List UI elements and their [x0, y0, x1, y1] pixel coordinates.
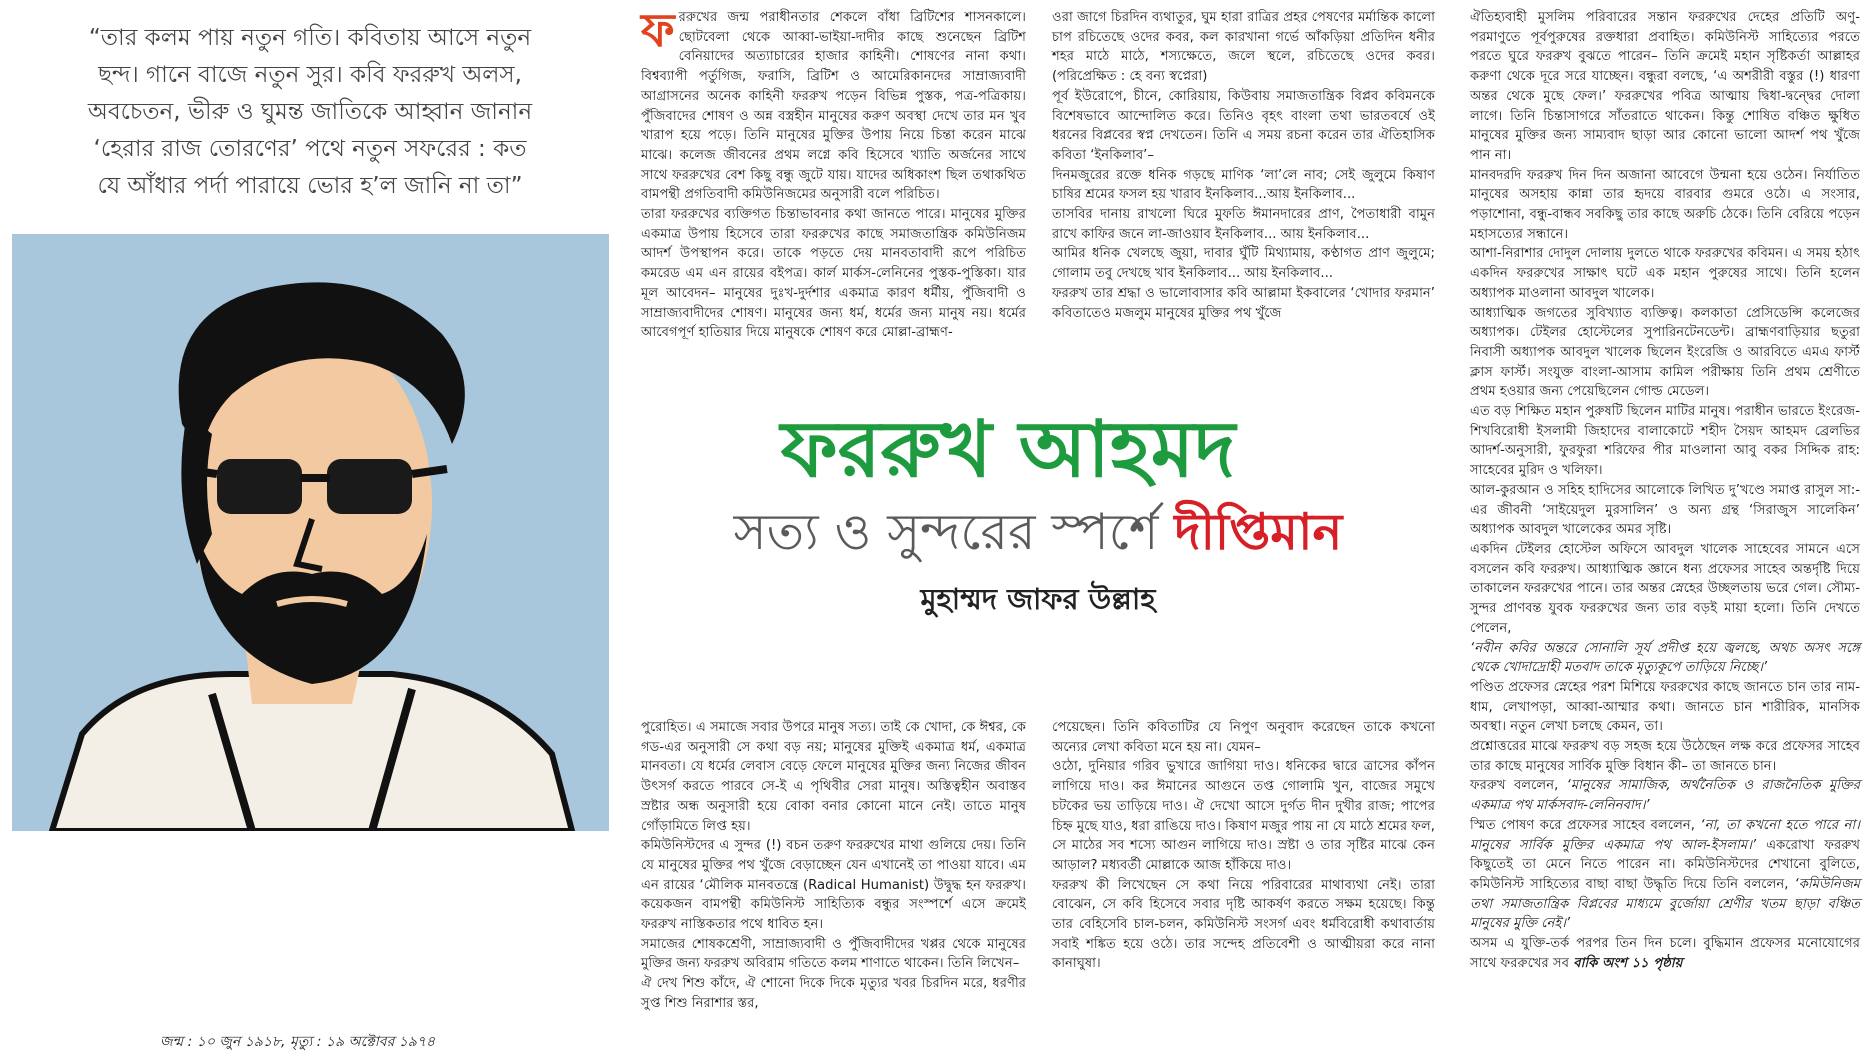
article-paragraph: একদিন টেইলর হোস্টেল অফিসে আবদুল খালেক সাহেবের সামনে এসে বসলেন কবি ফররুখ। আধ্যাত্মিক জ্ঞানে ধন্য প্রফেসর সাহেব অন্তর্দৃষ্টি দিয়ে তাকালেন ফররুখের পানে। তার অন্তর স্নেহের উচ্ছলতায় ভরে গেল। সৌম্য-সুন্দর প্রাণবন্ত যুবক ফররুখের জন্য তার বড়ই মায়া হলো। তিনি দেখতে পেলেন,: [1470, 541, 1860, 636]
pull-quote: “তার কলম পায় নতুন গতি। কবিতায় আসে নতুন ছন্দ। গানে বাজে নতুন সুর। কবি ফররুখ অলস, অবচেতন, ভীরু ও ঘুমন্ত জাতিকে আহ্বান জানান ‘হেরার রাজ তোরণের’ পথে নতুন সফরের : কত যে আঁধার পর্দা পারায়ে ভোর হ’ল জানি না তা”: [87, 25, 533, 199]
italic-quote: ‘মানুষের সামাজিক, অর্থনৈতিক ও রাজনৈতিক মুক্তির একমাত্র পথ মার্কসবাদ-লেনিনবাদ।’: [1470, 778, 1860, 814]
paragraph-text: ররুখের জন্ম পরাধীনতার শেকলে বাঁধা ব্রিটিশের শাসনকালে। ছোটবেলা থেকে আব্বা-ভাইয়া-দাদীর কাছে শুনেছেন ব্রিটিশ বেনিয়াদের অত্যাচারের হাজার কাহিনী। শোষণের নানা কথা। বিশ্বব্যাপী পর্তুগিজ, ফরাসি, ব্রিটিশ ও আমেরিকানদের সাম্রাজ্যবাদী আগ্রাসনের অনেক কাহিনী ফররুখ পড়েন বিভিন্ন পুস্তক, পত্র-পত্রিকায়। পুঁজিবাদের শোষণ ও অন্ন বস্ত্রহীন মানুষের করুণ অবস্থা দেখে তার মন খুব খারাপ হয়ে পড়ে। তিনি মানুষের মুক্তির উপায় নিয়ে চিন্তা করেন মাঝে মাঝে। কলেজ জীবনের প্রথম লগ্নে কবি হিসেবে খ্যাতি অর্জনের সাথে সাথে ফররুখের বেশ কিছু বন্ধু জুটে যায়। যাদের অধিকাংশ ছিল তথাকথিত বামপন্থী প্রগতিবাদী কমিউনিজমের অনুসারী বলে পরিচিত।: [641, 10, 1026, 203]
drop-cap: ফ: [641, 3, 675, 57]
article-paragraph: কমিউনিস্টদের এ সুন্দর (!) বচন তরুণ ফররুখের মাথা গুলিয়ে দেয়। তিনি যে মানুষের মুক্তির পথ খুঁজে বেড়াচ্ছেন যেন এখানেই তা পাওয়া যাবে। এম এন রায়ের ‘মৌলিক মানবতন্ত্রে (Radical Humanist) উদ্বুদ্ধ হন ফররুখ। কয়েকজন বামপন্থী কমিউনিস্ট সাহিত্যিক বন্ধুর সংস্পর্শে এসে ক্রমেই ফররুখ নাস্তিকতার পথে ধাবিত হন।: [641, 838, 1026, 933]
article-paragraph: এত বড় শিক্ষিত মহান পুরুষটি ছিলেন মাটির মানুষ। পরাধীন ভারতে ইংরেজ-শিখবিরোধী ইসলামী জিহাদের বালাকোটে শহীদ সৈয়দ আহমদ ব্রেলভির আদর্শ-অনুসারী, ফুরফুরা শরিফের পীর মাওলানা আবু বকর সিদ্দিক রাহ: সাহেবের মুরিদ ও খলিফা।: [1470, 404, 1860, 479]
article-paragraph: তারা ফররুখের ব্যক্তিগত চিন্তাভাবনার কথা জানতে পারে। মানুষের মুক্তির একমাত্র উপায় হিসেবে তারা ফররুখের কাছে সমাজতান্ত্রিক কমিউনিজম আদর্শ উপস্থাপন করে। তাকে পড়তে দেয় মানবতাবাদী রূপে পরিচিত কমরেড এম এন রায়ের বইপত্র। কার্ল মার্কস-লেনিনের পুস্তক-পুস্তিকা। যার মূল আবেদন– মানুষের দুঃখ-দুর্দশার একমাত্র কারণ ধর্মীয়, পুঁজিবাদী ও সাম্রাজ্যবাদীদের শোষণ। মানুষের জন্য ধর্ম, ধর্মের জন্য মানুষ নয়। ধর্মের আবেগপূর্ণ হাতিয়ার দিয়ে মানুষকে শোষণ করে মোল্লা-ব্রাহ্মণ-: [641, 207, 1026, 341]
article-column-1: [641, 3, 1026, 343]
article-paragraph: মানবদরদি ফররুখ দিন দিন অজানা আবেগে উন্মনা হয়ে ওঠেন। নির্যাতিত মানুষের অসহায় কান্না তার হৃদয়ে বারবার গুমরে ওঠে। এ সংসার, পড়াশোনা, বন্ধু-বান্ধব সবকিছু তার কাছে অরুচি ঠেকে। তিনি বেরিয়ে পড়েন মহাসত্যের সন্ধানে।: [1470, 167, 1860, 242]
poem-stanza: তাসবির দানায় রাখলো ঘিরে মুফতি ঈমানদারের প্রাণ, পৈতাধারী বামুন রাখে কাফির জনে লা-জাওয়াব ইনকিলাব... আয় ইনকিলাব...: [1052, 207, 1435, 242]
poem-stanza: আমির ধনিক খেলছে জুয়া, দাবার ঘুঁটি মিথ্যামায়, কণ্ঠাগত প্রাণ জুলুমে; গোলাম তবু দেখছে খাব ইনকিলাব... আয় ইনকিলাব...: [1052, 246, 1435, 282]
subtitle-highlight: দীপ্তিমান: [1174, 502, 1343, 561]
article-column-2: [1052, 8, 1435, 323]
article-paragraph: পেয়েছেন। তিনি কবিতাটির যে নিপুণ অনুবাদ করেছেন তাকে কখনো অন্যের লেখা কবিতা মনে হয় না। যেমন–: [1052, 720, 1435, 755]
article-paragraph: ওরা জাগে চিরদিন ব্যথাতুর, ঘুম হারা রাত্রির প্রহর পেষণের মর্মান্তিক কালো চাপ রচিতেছে ওদের কবর, কল কারখানা গর্ভে আঁকড়িয়া প্রতিদিন ধনীর শহর মাঠে মাঠে, শস্যক্ষেতে, জলে স্থলে, রচিতেছে ওদের কবর। (পরিপ্রেক্ষিত : হে বন্য স্বপ্নেরা): [1052, 10, 1435, 85]
paragraph-text: স্মিত পোষণ করে প্রফেসর সাহেব বললেন,: [1470, 817, 1701, 833]
author-byline: মুহাম্মদ জাফর উল্লাহ: [920, 582, 1156, 616]
headline-title: ফররুখ আহমদ: [780, 404, 1236, 495]
article-paragraph: ফররুখ কী লিখেছেন সে কথা নিয়ে পরিবারের মাথাব্যথা নেই। তারা বোঝেন, সে কবি হিসেবে সবার দৃষ্টি আকর্ষণ করতে সক্ষম হয়েছে। কিন্তু তার বেহিসেবি চাল-চলন, কমিউনিস্ট সংসর্গ এবং ধর্মবিরোধী কথাবার্তায় সবাই শঙ্কিত হয়ে ওঠে। তার সন্দেহ প্রতিবেশী ও আত্মীয়রা করে নানা কানাঘুষা।: [1052, 877, 1435, 972]
headline-block: [641, 400, 1435, 620]
paragraph-text: একরোখা ফররুখ কিছুতেই তা মেনে নিতে পারেন না। কমিউনিস্টদের শেখানো বুলিতে, কমিউনিস্ট সাহিত্যের বাছা বাছা উদ্ধৃতি দিয়ে তিনি বললেন,: [1470, 837, 1860, 892]
article-paragraph: [1470, 934, 1860, 973]
article-paragraph: প্রশ্নোত্তরের মাঝে ফররুখ বড় সহজ হয়ে উঠেছেন লক্ষ করে প্রফেসর সাহেব তার কাছে মানুষের সার্বিক মুক্তি বিধান কী– তা জানতে চান।: [1470, 739, 1860, 774]
italic-quote: ‘না, তা কখনো হতে পারে না। মানুষের সার্বিক মুক্তির একমাত্র পথ আল-ইসলাম।’: [1470, 817, 1860, 853]
article-paragraph: সমাজের শোষকশ্রেণী, সাম্রাজ্যবাদী ও পুঁজিবাদীদের খপ্পর থেকে মানুষের মুক্তির জন্য ফররুখ অবিরাম গতিতে কলম শাণাতে থাকেন। তিনি লিখেন–: [641, 936, 1026, 972]
poem-stanza: দিনমজুরের রক্তে ধনিক গড়ছে মাণিক ‘লা’লে নাব; সেই জুলুমে কিষাণ চাষির শ্রমের ফসল হয় খারাব ইনকিলাব...আয় ইনকিলাব...: [1052, 167, 1435, 203]
article-column-3: [1470, 8, 1860, 973]
article-paragraph: [1470, 776, 1860, 815]
article-paragraph: ঐতিহ্যবাহী মুসলিম পরিবারের সন্তান ফররুখের দেহের প্রতিটি অণু-পরমাণুতে পূর্বপুরুষের রক্তধারা প্রবাহিত। কমিউনিস্ট সাহিত্যের পরতে পরতে ঘুরে ফররুখ বুঝতে পারেন– তিনি ক্রমেই মহান সৃষ্টিকর্তা আল্লাহর করুণা থেকে দূরে সরে যাচ্ছেন। বন্ধুরা বলছে, ‘এ অশরীরী বস্তুর (!) ধারণা অন্তর থেকে মুছে ফেল।’ ফররুখের পবিত্র আত্মায় দ্বিধা-দ্বন্দ্বের দোলা লাগে। তিনি চিন্তাসাগরে সাঁতরাতে থাকেন। কিন্তু শোষিত বঞ্চিত ক্ষুধিত মানুষের মুক্তির জন্য সাম্যবাদ ছাড়া আর কোনো ভালো আদর্শ পথ খুঁজে পান না।: [1470, 10, 1860, 163]
italic-quote: ‘কমিউনিজম তথা সমাজতান্ত্রিক বিপ্লবের মাধ্যমে বুর্জোয়া শ্রেণীর খতম ছাড়া বঞ্চিত মানুষের মুক্তি নেই।’: [1470, 876, 1860, 932]
article-paragraph: [1470, 816, 1860, 934]
portrait-illustration: [12, 234, 609, 831]
paragraph-text: ফররুখ বললেন,: [1470, 778, 1567, 794]
article-paragraph: আধ্যাত্মিক জগতের সুবিখ্যাত ব্যক্তিত্ব। কলকাতা প্রেসিডেন্সি কলেজের অধ্যাপক। টেইলর হোস্টেলের সুপারিনটেনডেন্ট। ব্রাহ্মণবাড়িয়ার ছতুরা নিবাসী অধ্যাপক আবদুল খালেক ছিলেন ইংরেজি ও আরবিতে এমএ ফার্স্ট ক্লাস ফার্স্ট। সংযুক্ত বাংলা-আসাম কামিল পরীক্ষায় তিনি প্রথম শ্রেণীতে প্রথম হওয়ার জন্য পেয়েছিলেন গোল্ড মেডেল।: [1470, 305, 1860, 400]
birth-death-dates: জন্ম : ১০ জুন ১৯১৮, মৃত্যু : ১৯ অক্টোবর ১৯৭৪: [160, 1034, 436, 1050]
article-paragraph: পূর্ব ইউরোপে, চীনে, কোরিয়ায়, কিউবায় সমাজতান্ত্রিক বিপ্লব কবিমনকে বিশেষভাবে আন্দোলিত করে। তিনিও বৃহৎ বাংলা তথা ভারতবর্ষে ওই ধরনের বিপ্লবের স্বপ্ন দেখতেন। তিনি এ সময় রচনা করেন তার ঐতিহাসিক কবিতা ‘ইনকিলাব’–: [1052, 88, 1435, 163]
article-paragraph: পুরোহিত। এ সমাজে সবার উপরে মানুষ সত্য। তাই কে খোদা, কে ঈশ্বর, কে গড-এর অনুসারী সে কথা বড় নয়; মানুষের মুক্তিই একমাত্র ধর্ম, একমাত্র মানবতা। যে ধর্মের লেবাস বেড়ে ফেলে মানুষের মুক্তির জন্য নিজের জীবন উৎসর্গ করতে পারবে সে-ই এ পৃথিবীর সেরা মানুষ। অস্তিত্বহীন অবাস্তব স্রষ্টার অন্ধ অনুসারী হয়ে বোকা বনার কোনো মানে নেই। তাতে মানুষ গোঁড়ামিতে লিপ্ত হয়।: [641, 720, 1026, 834]
poem-stanza: ঐ দেখ শিশু কাঁদে, ঐ শোনো দিকে দিকে মৃত্যুর খবর চিরদিন মরে, ধরণীর সুপ্ত শিশু নিরাশার স্তর,: [641, 976, 1026, 1011]
article-paragraph: ফররুখ তার শ্রদ্ধা ও ভালোবাসার কবি আল্লামা ইকবালের ‘খোদার ফরমান’ কবিতাতেও মজলুম মানুষের মুক্তির পথ খুঁজে: [1052, 285, 1435, 321]
poet-portrait-image: [12, 234, 609, 831]
article-paragraph: আল-কুরআন ও সহিহ হাদিসের আলোকে লিখিত দু’খণ্ডে সমাপ্ত রাসুল সা:-এর জীবনী ‘সাইয়েদুল মুরসালিন’ ও অন্য গ্রন্থ ‘সিরাজুস সালেকিন’ অধ্যাপক আবদুল খালেকের অমর সৃষ্টি।: [1470, 482, 1860, 538]
article-column-4: [641, 718, 1026, 1014]
continued-note: বাকি অংশ ১১ পৃষ্ঠায়: [1573, 955, 1683, 971]
article-paragraph: [641, 3, 1026, 205]
paragraph-text: অসম এ যুক্তি-তর্ক পরপর তিন দিন চলে। বুদ্ধিমান প্রফেসর মনোযোগের সাথে ফররুখের সব: [1470, 936, 1860, 971]
subtitle-text: সত্য ও সুন্দরের স্পর্শে: [733, 503, 1175, 561]
poem-stanza: ওঠো, দুনিয়ার গরিব ভুখারে জাগিয়া দাও। ধনিকের দ্বারে ত্রাসের কাঁপন লাগিয়ে দাও। কর ঈমানের আগুনে তপ্ত গোলামি খুন, বাজের সমুখে চটকের ভয় তাড়িয়ে দাও। ঐ দেখো আসে দুর্গত দীন দুখীর রাজ; পাপের চিহ্ন মুছে যাও, ধরা রাঙিয়ে দাও। কিষাণ মজুর পায় না যে মাঠে শ্রমের ফল, সে মাঠের সব শস্যে আগুন লাগিয়ে দাও। স্রষ্টা ও তার সৃষ্টির মাঝে কেন আড়াল? মধ্যবর্তী মোল্লাকে আজ হাঁকিয়ে দাও।: [1052, 759, 1435, 873]
headline-subtitle: [641, 492, 1435, 572]
article-paragraph: পণ্ডিত প্রফেসর স্নেহের পরশ মিশিয়ে ফররুখের কাছে জানতে চান তার নাম-ধাম, লেখাপড়া, আব্বা-আম্মার কথা। জানতে চান শারীরিক, মানসিক অবস্থা। নতুন লেখা চলছে কেমন, তা।: [1470, 679, 1860, 735]
italic-quote: ‘নবীন কবির অন্তরে সোনালি সূর্য প্রদীপ্ত হয়ে জ্বলছে, অথচ অসৎ সঙ্গে থেকে খোদাদ্রোহী মতবাদ তাকে মৃত্যুকূপে তাড়িয়ে নিচ্ছে।’: [1470, 640, 1860, 676]
article-paragraph: আশা-নিরাশার দোদুল দোলায় দুলতে থাকে ফররুখের কবিমন। এ সময় হঠাৎ একদিন ফররুখের সাক্ষাৎ ঘটে এক মহান পুরুষের সাথে। তিনি হলেন অধ্যাপক মাওলানা আবদুল খালেক।: [1470, 246, 1860, 301]
article-column-5: [1052, 718, 1435, 974]
